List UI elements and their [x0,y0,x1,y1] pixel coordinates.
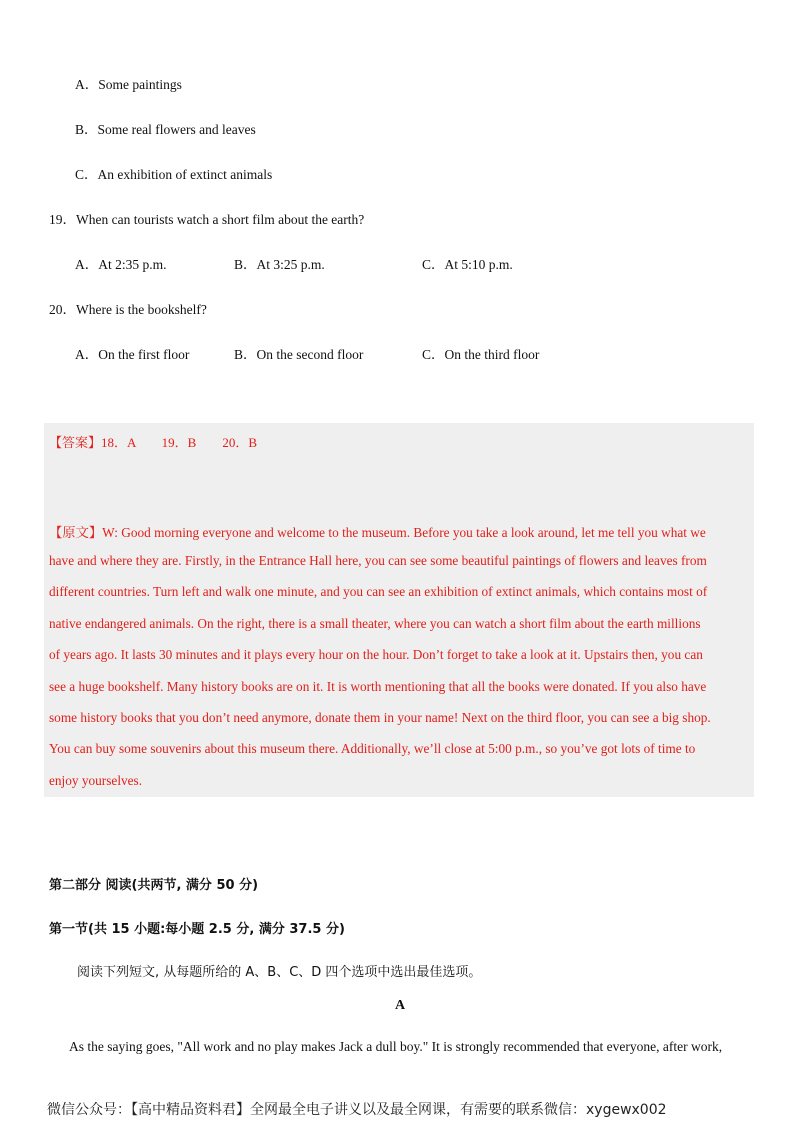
page-footer: 微信公众号：【高中精品资料君】全网最全电子讲义以及最全网课，有需要的联系微信：xygewx002 [47,1102,667,1118]
q18-option-b: B．Some real flowers and leaves [75,122,256,137]
answer-key: 【答案】18．A 19．B 20．B [49,435,258,450]
q20-option-a: A．On the first floor [75,347,190,362]
answer-box [44,423,754,797]
q20-option-b: B．On the second floor [234,347,364,362]
transcript-line: You can buy some souvenirs about this museum there. Additionally, we’ll close at 5:00 p.m., so you’ve got lots of time to [49,741,696,756]
transcript-line: see a huge bookshelf. Many history books are on it. It is worth mentioning that all the books were donated. If you also have [49,679,707,694]
q20-option-c: C．On the third floor [422,347,540,362]
q18-option-c: C．An exhibition of extinct animals [75,167,273,182]
section-title: 第一节(共 15 小题:每小题 2.5 分, 满分 37.5 分) [49,922,345,937]
transcript-line: of years ago. It lasts 30 minutes and it plays every hour on the hour. Don’t forget to take a look at it. Upstairs then, you can [49,647,703,662]
part-title: 第二部分 阅读(共两节, 满分 50 分) [49,878,259,893]
transcript-line: native endangered animals. On the right, there is a small theater, where you can watch a short film about the earth millions [49,616,701,631]
q19-stem: 19．When can tourists watch a short film about the earth? [49,212,365,227]
passage-heading: A [394,998,406,1013]
transcript-line: enjoy yourselves. [49,773,143,788]
transcript-line: 【原文】W: Good morning everyone and welcome to the museum. Before you take a look around, let me tell you what we [49,525,706,540]
q18-option-a: A．Some paintings [75,77,182,92]
transcript-line: different countries. Turn left and walk one minute, and you can see an exhibition of extinct animals, which contains most of [49,584,708,599]
transcript-line: have and where they are. Firstly, in the Entrance Hall here, you can see some beautiful paintings of flowers and leaves from [49,553,707,568]
instructions: 阅读下列短文, 从每题所给的 A、B、C、D 四个选项中选出最佳选项。 [77,965,482,980]
q19-option-a: A．At 2:35 p.m. [75,257,167,272]
q19-option-b: B．At 3:25 p.m. [234,257,325,272]
transcript-line: some history books that you don’t need anymore, donate them in your name! Next on the third floor, you can see a big shop. [49,710,711,725]
q20-stem: 20．Where is the bookshelf? [49,302,207,317]
q19-option-c: C．At 5:10 p.m. [422,257,513,272]
passage-text: As the saying goes, "All work and no play makes Jack a dull boy." It is strongly recommended that everyone, after work, [69,1039,723,1054]
